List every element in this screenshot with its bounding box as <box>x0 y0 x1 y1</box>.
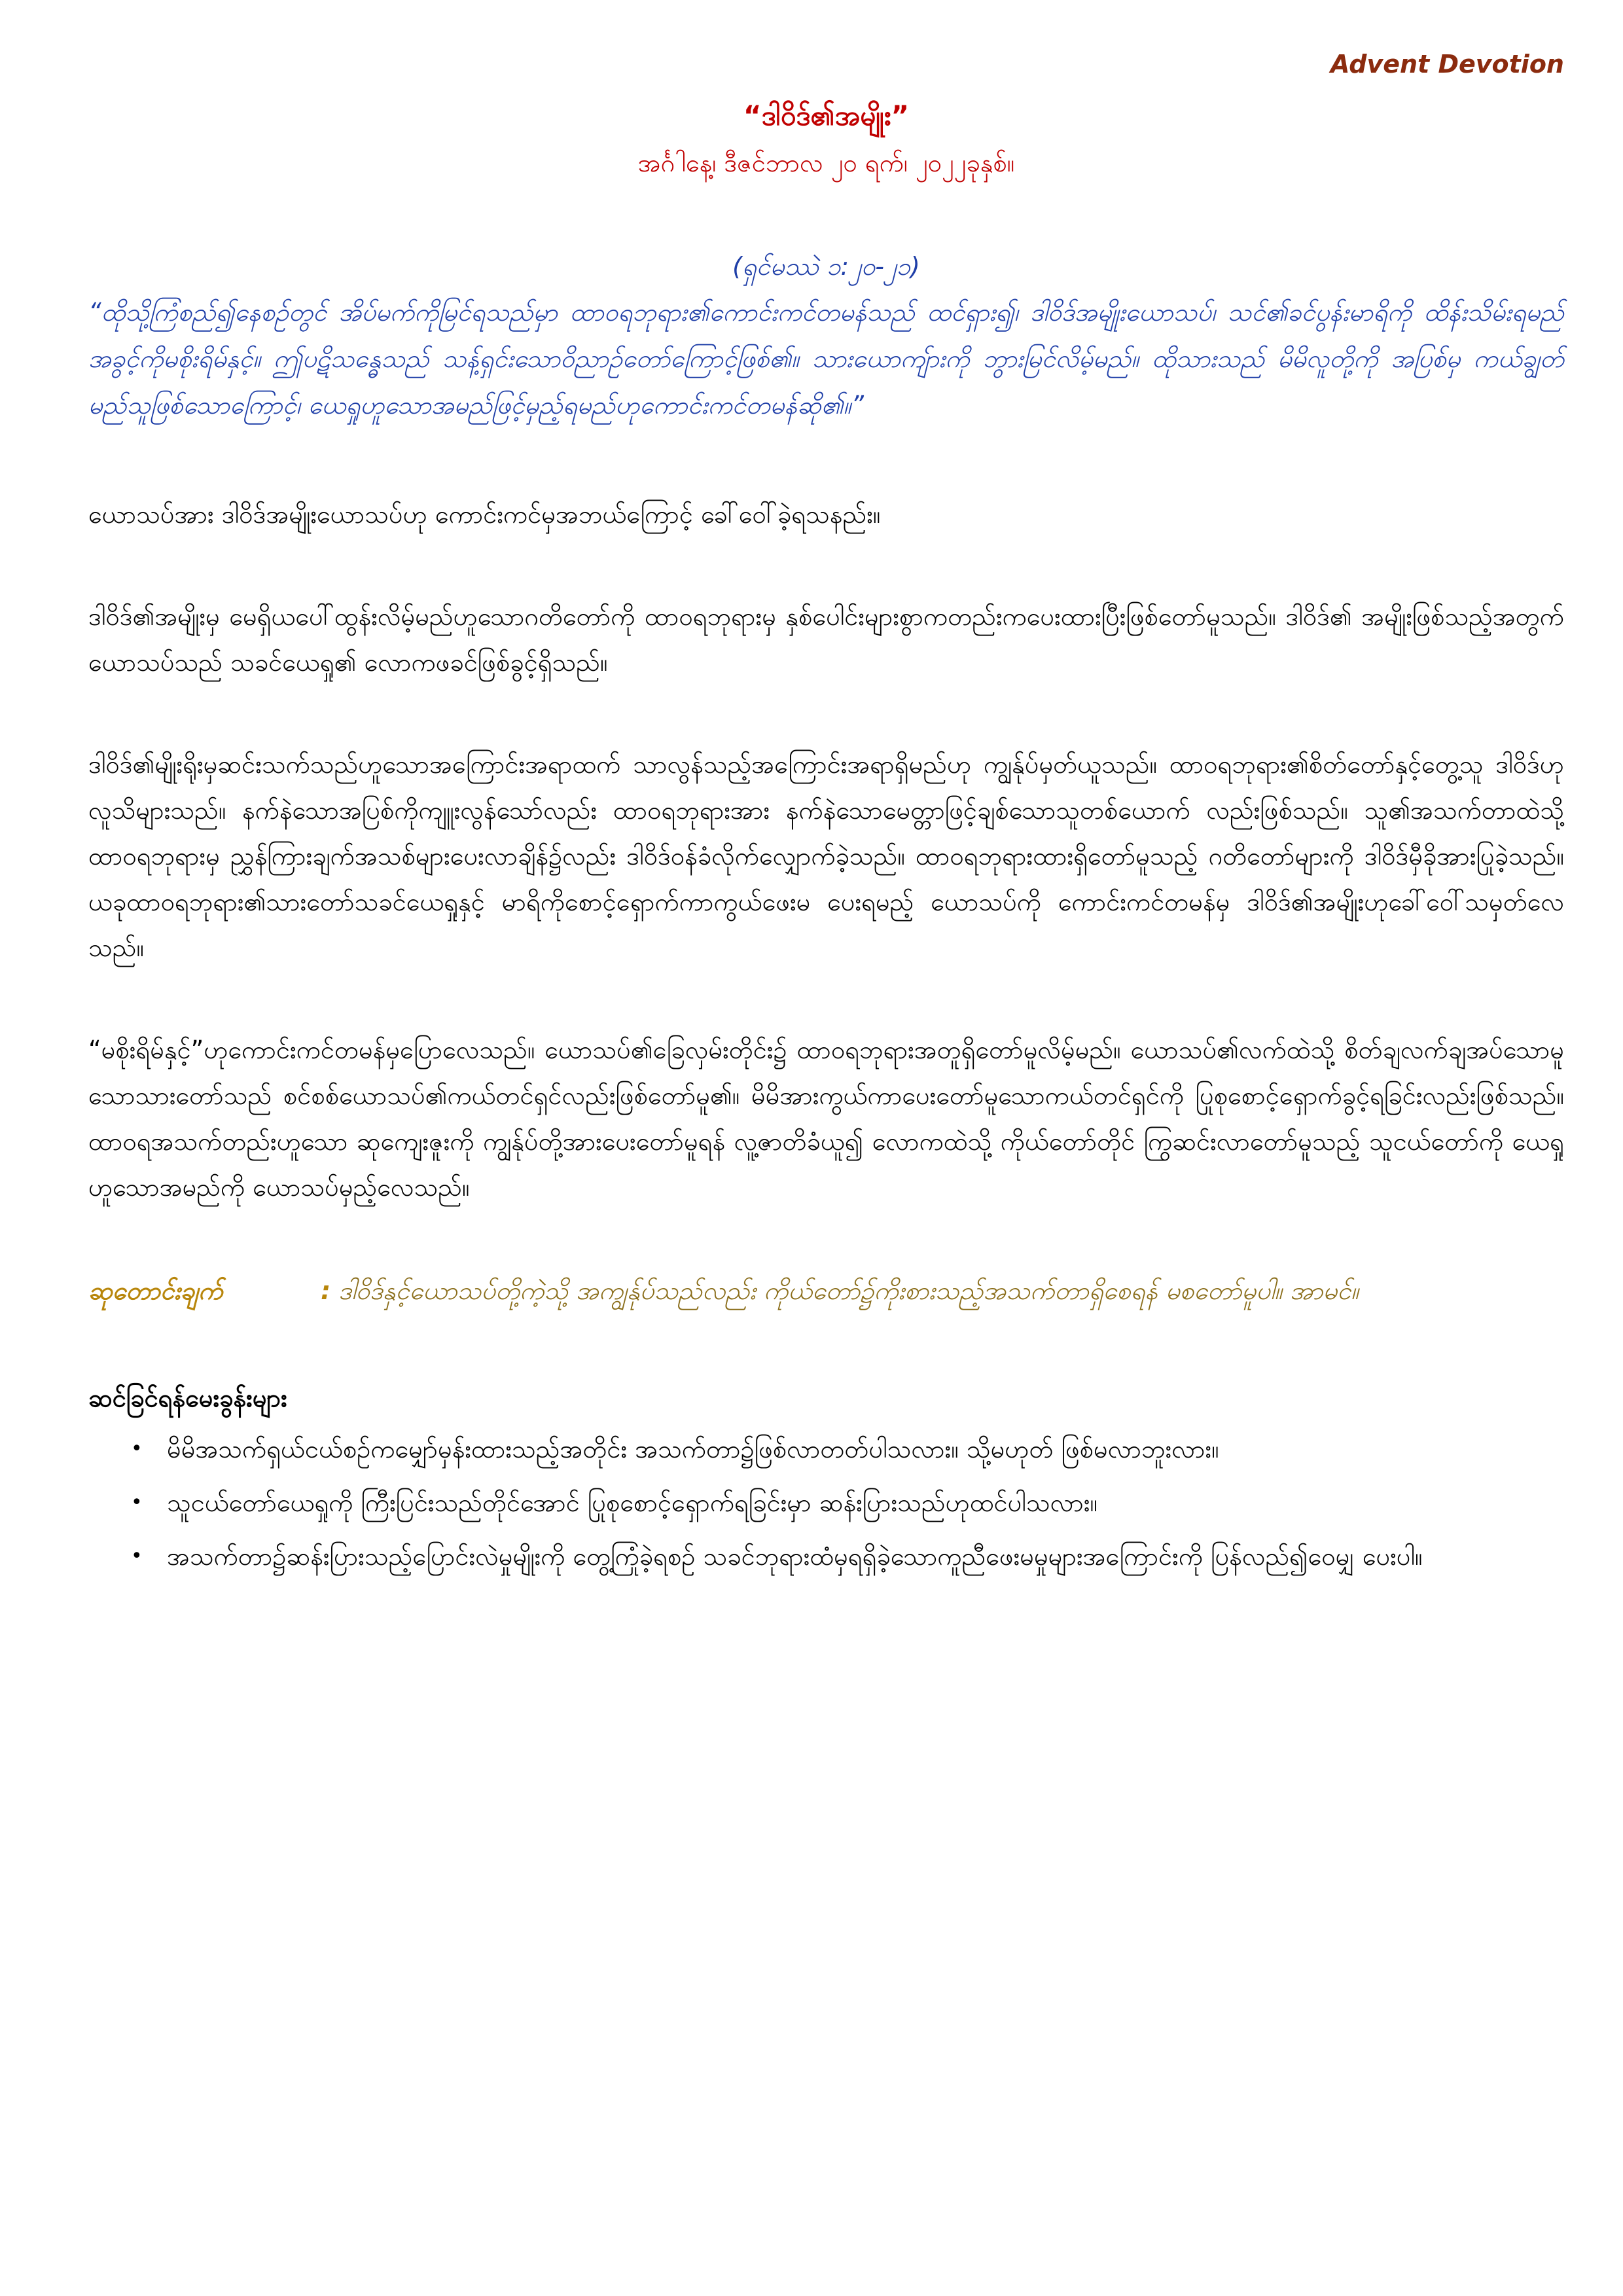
scripture-reference: (ရှင်မဿဲ ၁:၂၀-၂၁) <box>732 252 920 281</box>
bullet-icon: • <box>131 1437 143 1460</box>
header-tag: Advent Devotion <box>1330 50 1564 79</box>
date-line: အင်္ဂါနေ့၊ ဒီဇင်ဘာလ ၂၀ ရက်၊ ၂၀၂၂ခုနှစ်။ <box>637 149 1015 177</box>
question-text: အသက်တာ၌ဆန်းပြားသည့်ပြောင်းလဲမှုမျိုးကို တွေ့ကြုံခဲ့ရစဉ် သခင်ဘုရားထံမှရရှိခဲ့သောကူညီဖေးမမှုများအကြောင်းကို ပြန်လည်၍ဝေမျှ ပေးပါ။ <box>167 1542 1423 1571</box>
bullet-icon: • <box>131 1545 143 1568</box>
paragraph-do-not-fear: “မစိုးရိမ်နှင့်”ဟုကောင်းကင်တမန်မှပြောလေသည်။ ယောသပ်၏ခြေလှမ်းတိုင်း၌ ထာဝရဘုရားအတူရှိတော်မူလိမ့်မည်။ ယောသပ်၏လက်ထဲသို့ စိတ်ချလက်ချအပ်သောမူသောသားတော်သည် စင်စစ်ယောသပ်၏ကယ်တင်ရှင်လည်းဖြစ်တော်မူ၏။ မိမိအားကွယ်ကာပေးတော်မူသောကယ်တင်ရှင်ကို ပြုစုစောင့်ရှောက်ခွင့်ရခြင်းလည်းဖြစ်သည်။ ထာဝရအသက်တည်းဟူသော ဆုကျေးဇူးကို ကျွန်ုပ်တို့အားပေးတော်မူရန် လူ့ဇာတိခံယူ၍ လောကထဲသို့ ကိုယ်တော်တိုင် ကြွဆင်းလာတော်မူသည့် သူငယ်တော်ကို ယေရှုဟူသောအမည်ကို ယောသပ်မှည့်လေသည်။ <box>88 1035 1564 1202</box>
prayer-colon: : <box>321 1276 331 1305</box>
paragraph-question-intro: ယောသပ်အား ဒါဝိဒ်အမျိုးယောသပ်ဟု ကောင်းကင်မှအဘယ်ကြောင့် ခေါ်ဝေါ်ခဲ့ရသနည်း။ <box>88 500 881 529</box>
questions-title: ဆင်ခြင်ရန်မေးခွန်းများ <box>88 1384 287 1412</box>
list-item <box>131 1426 1564 1472</box>
scripture-quote: “ထိုသို့ကြံစည်၍နေစဉ်တွင် အိပ်မက်ကိုမြင်ရသည်မှာ ထာဝရဘုရား၏ကောင်းကင်တမန်သည် ထင်ရှား၍၊ ဒါဝိဒ်အမျိုးယောသပ်၊ သင်၏ခင်ပွန်းမာရိကို ထိန်းသိမ်းရမည်အခွင့်ကိုမစိုးရိမ်နှင့်။ ဤပဋိသန္ဓေသည် သန့်ရှင်းသောဝိညာဉ်တော်ကြောင့်ဖြစ်၏။ သားယောကျ်ားကို ဘွားမြင်လိမ့်မည်။ ထိုသားသည် မိမိလူတို့ကို အပြစ်မှ ကယ်ချွတ်မည်သူဖြစ်သောကြောင့်၊ ယေရှုဟူသောအမည်ဖြင့်မှည့်ရမည်ဟုကောင်းကင်တမန်ဆို၏။” <box>88 298 1564 420</box>
paragraph-promise: ဒါဝိဒ်၏အမျိုးမှ မေရှိယပေါ်ထွန်းလိမ့်မည်ဟူသောဂတိတော်ကို ထာဝရဘုရားမှ နှစ်ပေါင်းများစွာကတည်းကပေးထားပြီးဖြစ်တော်မူသည်။ ဒါဝိဒ်၏ အမျိုးဖြစ်သည့်အတွက် ယောသပ်သည် သခင်ယေရှု၏ လောကဖခင်ဖြစ်ခွင့်ရှိသည်။ <box>88 602 1564 677</box>
questions-list <box>88 1426 1564 1579</box>
question-text: သူငယ်တော်ယေရှုကို ကြီးပြင်းသည်တိုင်အောင် ပြုစုစောင့်ရှောက်ရခြင်းမှာ ဆန်းပြားသည်ဟုထင်ပါသလား။ <box>167 1488 1098 1517</box>
bullet-icon: • <box>131 1491 143 1514</box>
list-item <box>131 1534 1564 1579</box>
list-item <box>131 1480 1564 1526</box>
prayer-text: ဒါဝိဒ်နှင့်ယောသပ်တို့ကဲ့သို့ အကျွန်ုပ်သည်လည်း ကိုယ်တော်၌ကိုးစားသည့်အသက်တာရှိစေရန် မစတော်မူပါ။ အာမင်။ <box>338 1276 1359 1305</box>
question-text: မိမိအသက်ရှယ်ငယ်စဉ်ကမျှော်မှန်းထားသည့်အတိုင်း အသက်တာ၌ဖြစ်လာတတ်ပါသလား။ သို့မဟုတ် ဖြစ်မလာဘူးလား။ <box>167 1435 1219 1463</box>
paragraph-david: ဒါဝိဒ်၏မျိုးရိုးမှဆင်းသက်သည်ဟူသောအကြောင်းအရာထက် သာလွန်သည့်အကြောင်းအရာရှိမည်ဟု ကျွန်ုပ်မှတ်ယူသည်။ ထာဝရဘုရား၏စိတ်တော်နှင့်တွေ့သူ ဒါဝိဒ်ဟု လူသိများသည်။ နက်နဲသောအပြစ်ကိုကျူးလွန်သော်လည်း ထာဝရဘုရားအား နက်နဲသောမေတ္တာဖြင့်ချစ်သောသူတစ်ယောက် လည်းဖြစ်သည်။ သူ၏အသက်တာထဲသို့ ထာဝရဘုရားမှ ညွှန်ကြားချက်အသစ်များပေးလာချိန်၌လည်း ဒါဝိဒ်ဝန်ခံလိုက်လျှောက်ခဲ့သည်။ ထာဝရဘုရားထားရှိတော်မူသည့် ဂတိတော်များကို ဒါဝိဒ်မှီခိုအားပြုခဲ့သည်။ ယခုထာဝရဘုရား၏သားတော်သခင်ယေရှုနှင့် မာရိကိုစောင့်ရှောက်ကာကွယ်ဖေးမ ပေးရမည့် ယောသပ်ကို ကောင်းကင်တမန်မှ ဒါဝိဒ်၏အမျိုးဟုခေါ်ဝေါ်သမှတ်လေသည်။ <box>88 750 1564 962</box>
page-title: “ဒါဝိဒ်၏အမျိုး” <box>743 99 910 132</box>
prayer-section <box>88 1268 1564 1314</box>
prayer-label: ဆုတောင်းချက် <box>88 1276 223 1305</box>
